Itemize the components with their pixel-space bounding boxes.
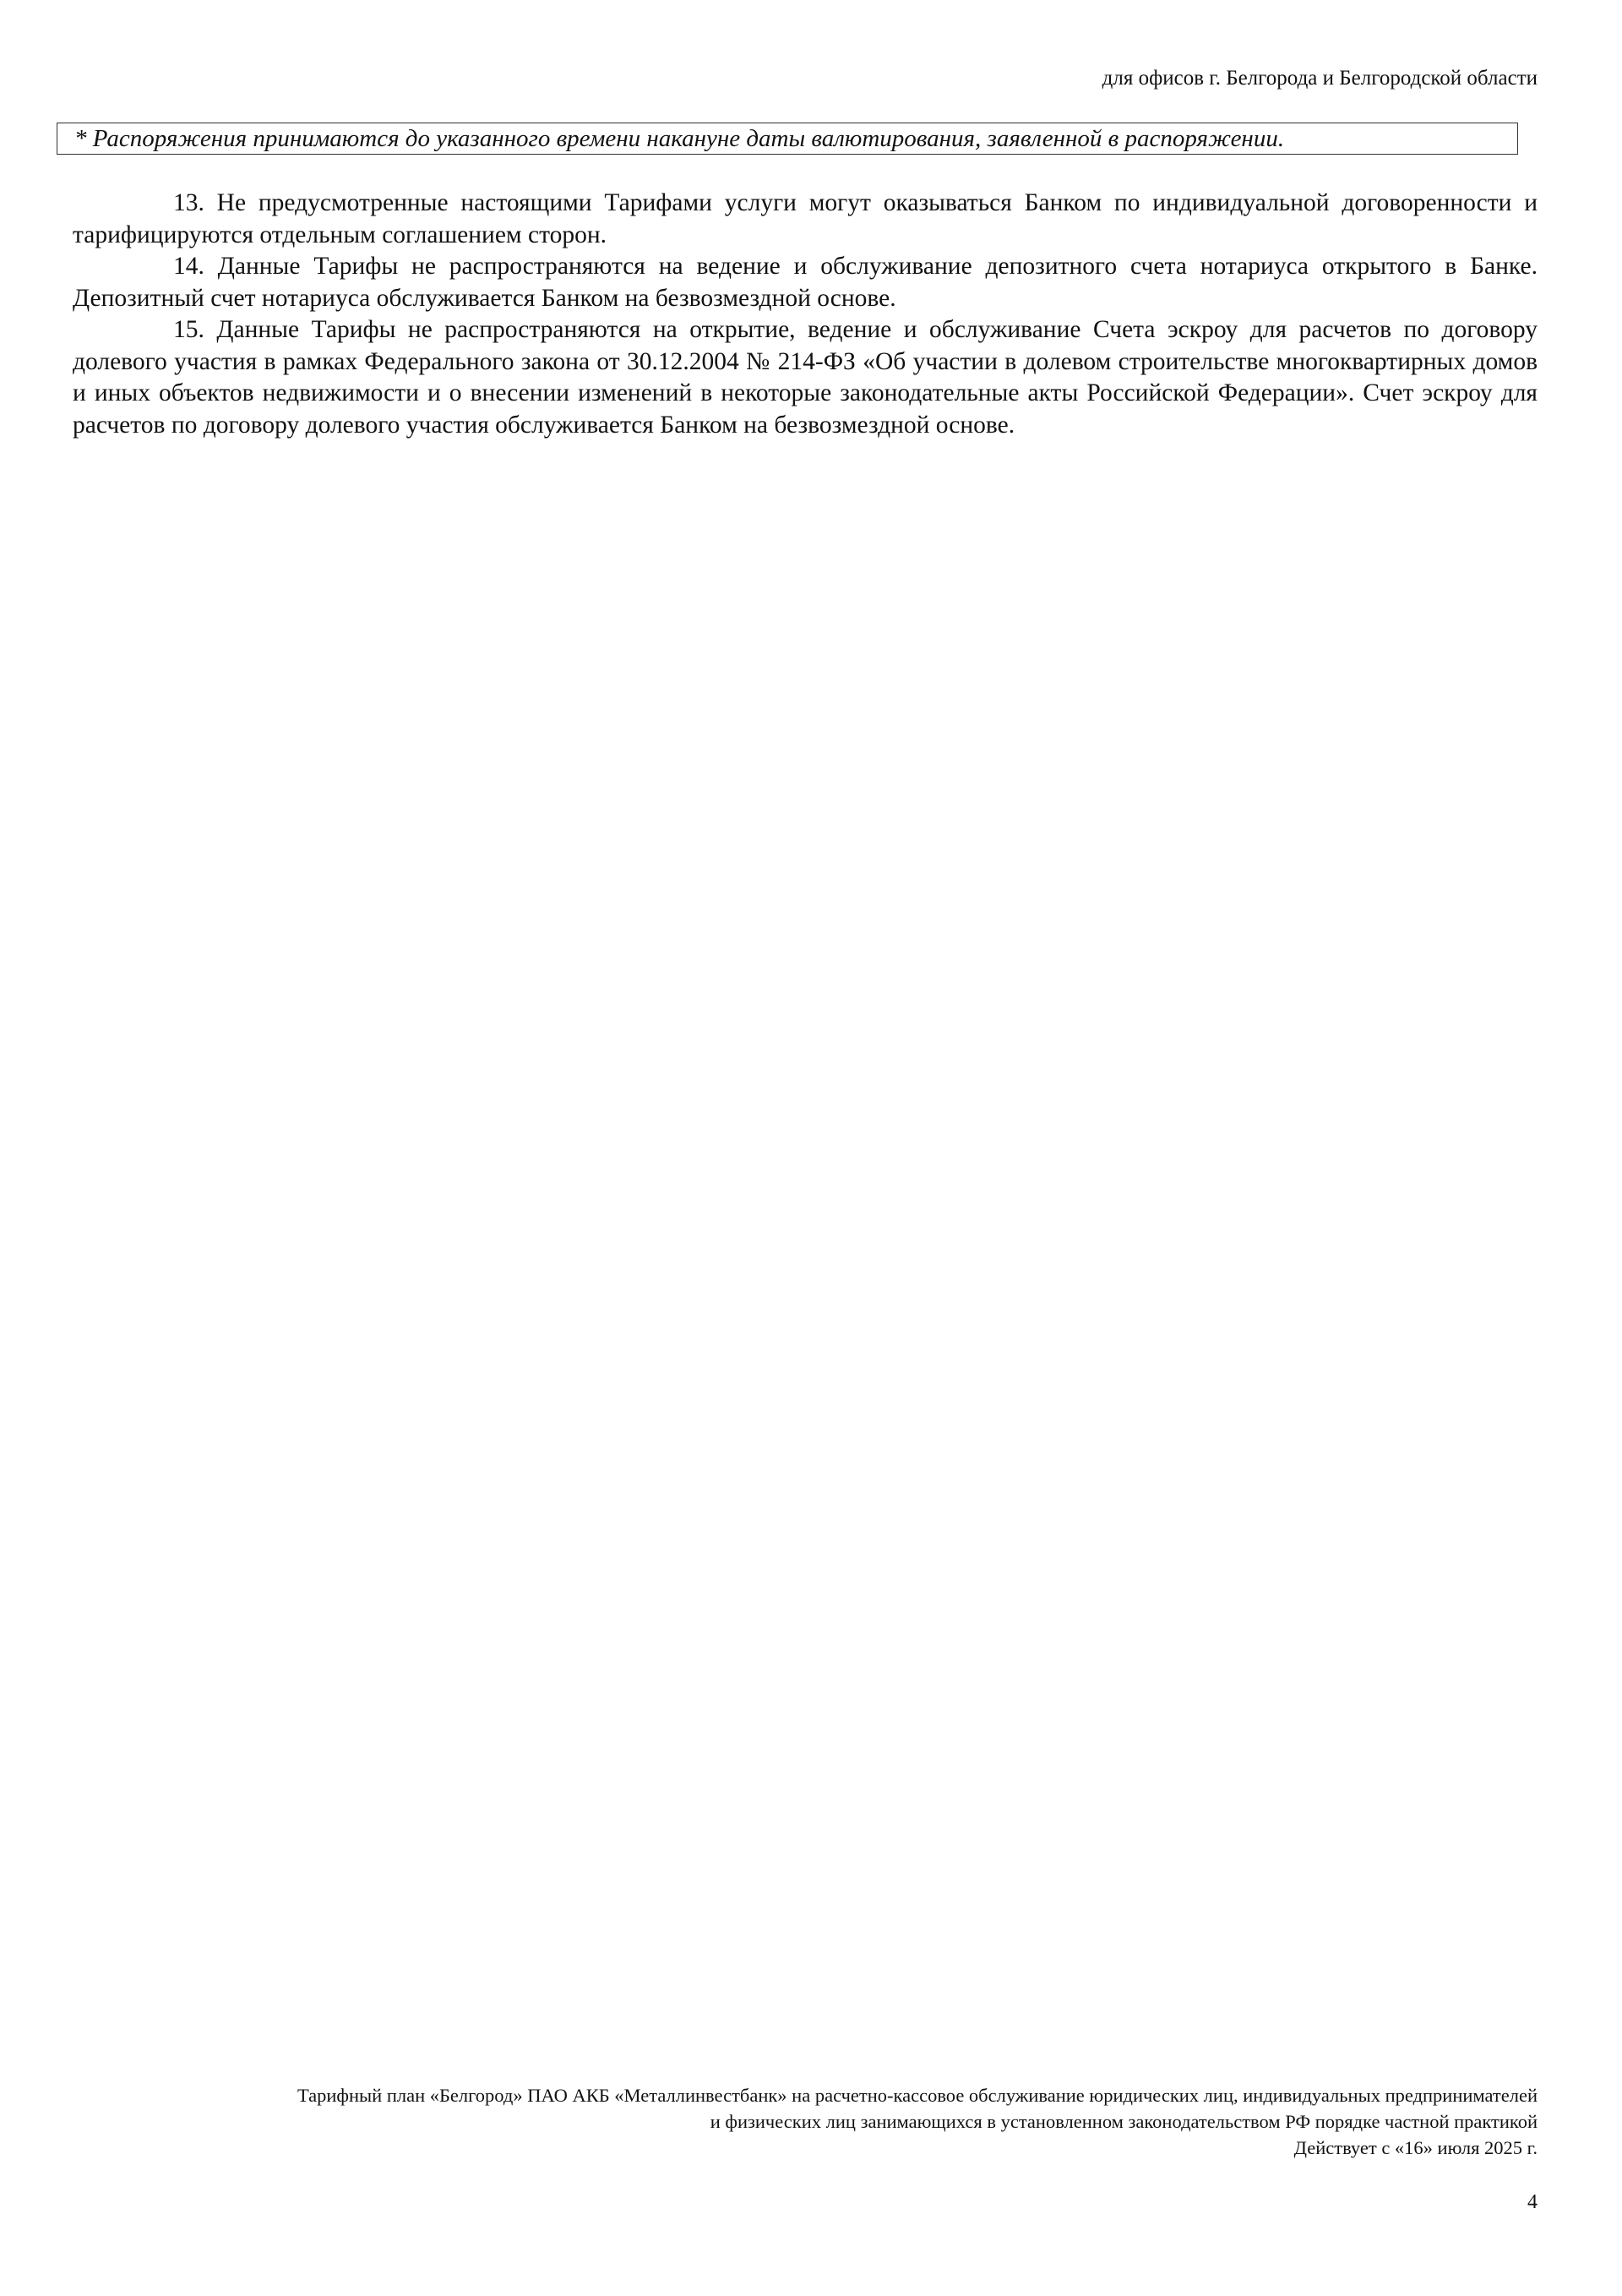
footer-effective-date: Действует с «16» июля 2025 г.	[1293, 2137, 1538, 2158]
acceptance-time-note-text: * Распоряжения принимаются до указанного времени накануне даты валютирования, заявленной в распоряжении.	[74, 125, 1285, 152]
clause-15: 15. Данные Тарифы не распространяются на открытие, ведение и обслуживание Счета эскроу для расчетов по договору долевого участия в рамках Федерального закона от 30.12.2004 № 214-ФЗ «Об участии в долевом строительстве многоквартирных домов и иных объектов недвижимости и о внесении изменений в некоторые законодательные акты Российской Федерации». Счет эскроу для расчетов по договору долевого участия обслуживается Банком на безвозмездной основе.	[73, 316, 1538, 439]
page-footer	[34, 2082, 1538, 2161]
page-number: 4	[1527, 2191, 1538, 2213]
clause-13: 13. Не предусмотренные настоящими Тарифами услуги могут оказываться Банком по индивидуальной договоренности и тарифицируются отдельным соглашением сторон.	[73, 189, 1538, 248]
office-note-header: для офисов г. Белгорода и Белгородской области	[1102, 67, 1538, 90]
tariff-clauses	[73, 188, 1538, 441]
clause-14: 14. Данные Тарифы не распространяются на ведение и обслуживание депозитного счета нотариуса открытого в Банке. Депозитный счет нотариуса обслуживается Банком на безвозмездной основе.	[73, 253, 1538, 312]
footer-plan-scope: и физических лиц занимающихся в установленном законодательством РФ порядке частной практикой	[710, 2111, 1538, 2132]
acceptance-time-note	[57, 123, 1518, 155]
footer-plan-title: Тарифный план «Белгород» ПАО АКБ «Металлинвестбанк» на расчетно-кассовое обслуживание юридических лиц, индивидуальных предпринимателей	[297, 2085, 1538, 2106]
